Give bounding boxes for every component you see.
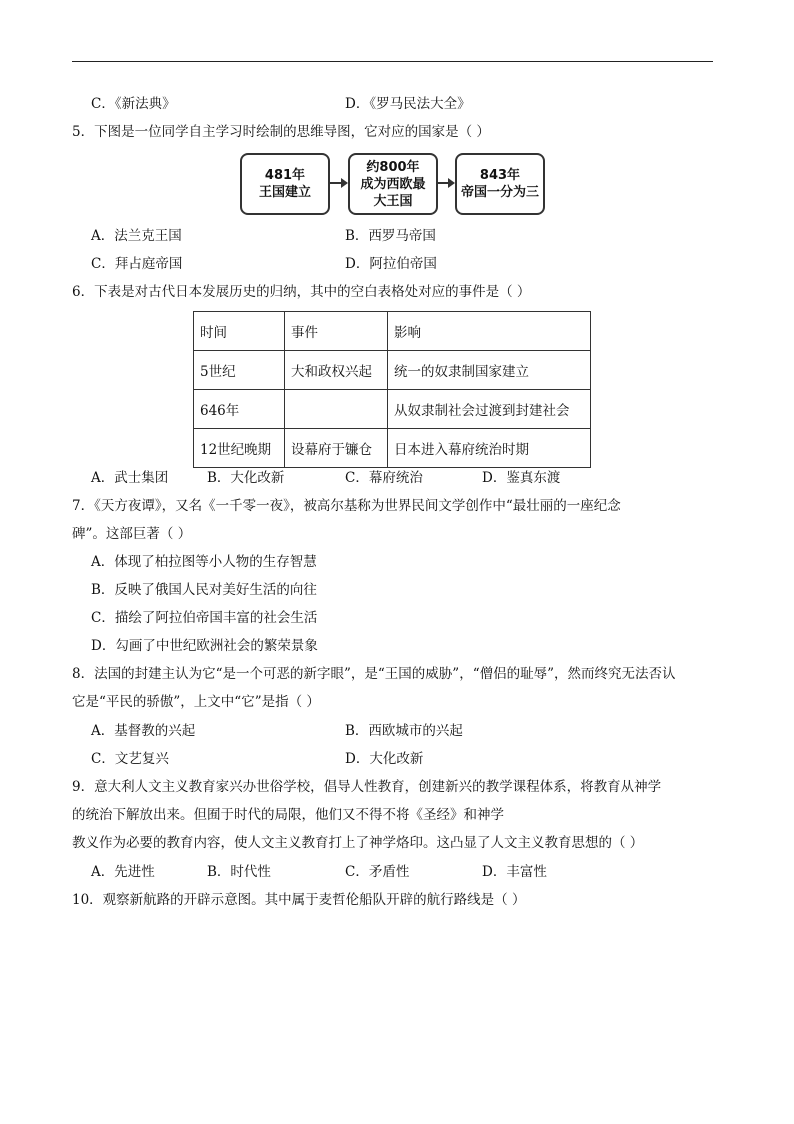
- table-row: [194, 390, 591, 429]
- q4-option-c[interactable]: C．《新法典》: [91, 96, 176, 112]
- q9-stem-line2: 的统治下解放出来。但囿于时代的局限，他们又不得不将《圣经》和神学: [72, 807, 504, 823]
- q9-stem-line3: 教义作为必要的教育内容，使人文主义教育打上了神学烙印。这凸显了人文主义教育思想的（ ）: [72, 835, 644, 851]
- q5-option-a[interactable]: A．法兰克王国: [91, 228, 182, 244]
- box-2-event-line1: 成为西欧最: [360, 176, 426, 192]
- mind-map-box-1: [240, 153, 330, 215]
- table-cell: 大和政权兴起: [285, 351, 388, 390]
- q5-option-c[interactable]: C．拜占庭帝国: [91, 256, 183, 272]
- q9-option-d[interactable]: D．丰富性: [482, 864, 547, 880]
- q10-stem: 10．观察新航路的开辟示意图。其中属于麦哲伦船队开辟的航行路线是（ ）: [72, 892, 526, 908]
- q9-option-b[interactable]: B．时代性: [207, 864, 271, 880]
- q4-option-d[interactable]: D．《罗马民法大全》: [345, 96, 471, 112]
- table-cell-blank: [285, 390, 388, 429]
- q5-stem: 5．下图是一位同学自主学习时绘制的思维导图，它对应的国家是（ ）: [72, 124, 490, 140]
- table-cell: 12世纪晚期: [194, 429, 285, 468]
- q9-option-c[interactable]: C．矛盾性: [345, 864, 410, 880]
- q6-option-b[interactable]: B．大化改新: [207, 470, 285, 486]
- q6-stem: 6．下表是对古代日本发展历史的归纳，其中的空白表格处对应的事件是（ ）: [72, 284, 531, 300]
- table-cell: 设幕府于镰仓: [285, 429, 388, 468]
- q8-option-c[interactable]: C．文艺复兴: [91, 751, 169, 767]
- table-header-cell: 事件: [285, 312, 388, 351]
- box-2-event-line2: 大王国: [373, 193, 413, 209]
- q7-stem-line1: 7．《天方夜谭》，又名《一千零一夜》，被高尔基称为世界民间文学创作中“最壮丽的一座纪念: [72, 498, 621, 514]
- q8-option-d[interactable]: D．大化改新: [345, 751, 424, 767]
- q6-option-c[interactable]: C．幕府统治: [345, 470, 423, 486]
- table-header-row: [194, 312, 591, 351]
- table-cell: 统一的奴隶制国家建立: [388, 351, 591, 390]
- table-row: [194, 351, 591, 390]
- header-rule: [72, 61, 713, 62]
- table-header-cell: 影响: [388, 312, 591, 351]
- arrow-right-icon: [328, 182, 346, 184]
- q8-stem-line2: 它是“平民的骄傲”，上文中“它”是指（ ）: [72, 694, 320, 710]
- q9-option-a[interactable]: A．先进性: [91, 864, 155, 880]
- q5-option-d[interactable]: D．阿拉伯帝国: [345, 256, 437, 272]
- table-cell: 从奴隶制社会过渡到封建社会: [388, 390, 591, 429]
- q7-stem-line2: 碑”。这部巨著（ ）: [72, 526, 192, 542]
- box-3-event: 帝国一分为三: [460, 185, 539, 200]
- q6-option-d[interactable]: D．鉴真东渡: [482, 470, 561, 486]
- arrow-right-icon: [436, 182, 453, 184]
- q7-option-a[interactable]: A．体现了柏拉图等小人物的生存智慧: [91, 554, 317, 570]
- q8-stem-line1: 8．法国的封建主认为它“是一个可恶的新字眼”，是“王国的威胁”，“僧侣的耻辱”，然而终究无法否认: [72, 666, 676, 682]
- q8-option-a[interactable]: A．基督教的兴起: [91, 723, 196, 739]
- table-row: [194, 429, 591, 468]
- q5-mind-map: [240, 153, 545, 215]
- mind-map-box-3: [455, 153, 545, 215]
- q7-option-b[interactable]: B．反映了俄国人民对美好生活的向往: [91, 582, 317, 598]
- box-1-year: 481年: [264, 168, 306, 183]
- table-cell: 5世纪: [194, 351, 285, 390]
- table-cell: 646年: [194, 390, 285, 429]
- q6-table: [193, 311, 591, 468]
- box-3-year: 843年: [479, 168, 521, 183]
- q9-stem-line1: 9．意大利人文主义教育家兴办世俗学校，倡导人性教育，创建新兴的教学课程体系，将教育从神学: [72, 779, 662, 795]
- q7-option-c[interactable]: C．描绘了阿拉伯帝国丰富的社会生活: [91, 610, 318, 626]
- q5-option-b[interactable]: B．西罗马帝国: [345, 228, 436, 244]
- q8-option-b[interactable]: B．西欧城市的兴起: [345, 723, 463, 739]
- q6-option-a[interactable]: A．武士集团: [91, 470, 169, 486]
- q7-option-d[interactable]: D．勾画了中世纪欧洲社会的繁荣景象: [91, 638, 318, 654]
- table-cell: 日本进入幕府统治时期: [388, 429, 591, 468]
- box-2-year: 约800年: [366, 159, 420, 175]
- mind-map-box-2: [348, 153, 438, 215]
- box-1-event: 王国建立: [258, 185, 311, 200]
- table-header-cell: 时间: [194, 312, 285, 351]
